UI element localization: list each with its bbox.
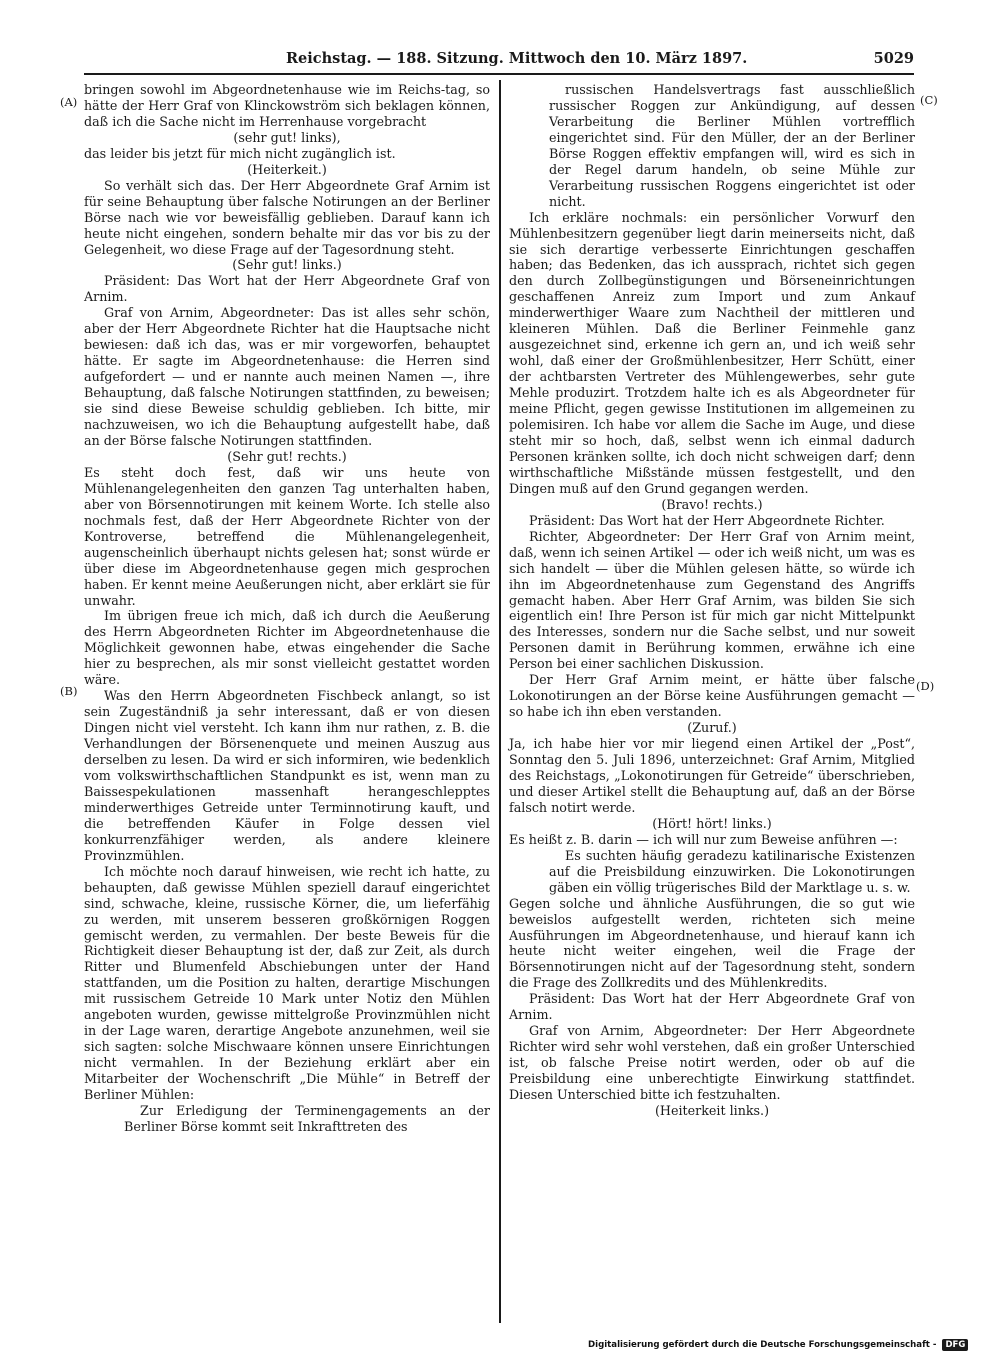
paragraph: das leider bis jetzt für mich nicht zugänglich ist. — [84, 145, 396, 161]
header-rule — [84, 73, 914, 75]
left-column — [84, 82, 490, 1135]
paragraph: Was den Herrn Abgeordneten Fischbeck anlangt, so ist sein Zugeständniß ja sehr interessant, daß er von diesen Dingen nicht viel versteht. Ich kann ihm nur rathen, z. B. die Verhandlungen der Börsenenquete und meinen Auszug aus derselben zu lesen. Da wird er sich informiren, wie bedenklich vom volkswirthschaftlichen Standpunkt es ist, wenn man zu Baissespekulationen massenhaft herangeschlepptes minderwerthiges Getreide unter Terminnotirung kauft, und die betreffenden Käufer in Folge dessen viel konkurrenzfähiger werden, als andere kleinere Provinzmühlen. — [84, 688, 490, 863]
paragraph: Der Herr Graf Arnim meint, er hätte über falsche Lokonotirungen an der Börse keine Ausführungen gemacht — so habe ich ihn eben verstanden. — [509, 672, 915, 720]
speaker-paragraph: Graf von Arnim, Abgeordneter: Der Herr Abgeordnete Richter wird sehr wohl verstehen, daß ein großer Unterschied ist, ob falsche Preise notirt werden, oder ob auf die Preisbildung eine unberechtigte Einwirkung stattfindet. Diesen Unterschied bitte ich festzuhalten. — [509, 1023, 915, 1103]
paragraph: bringen sowohl im Abgeordnetenhause wie im Reichs-tag, so hätte der Herr Graf von Klinckowström sich beklagen können, daß ich die Sache nicht im Herrenhause vorgebracht — [84, 82, 490, 129]
page-header — [84, 48, 914, 72]
page-number: 5029 — [873, 50, 914, 67]
interjection: (Heiterkeit links.) — [654, 1103, 770, 1118]
interjection: (sehr gut! links), — [233, 129, 341, 145]
block-quote: Zur Erledigung der Terminengagements an der Berliner Börse kommt seit Inkrafttreten des — [124, 1103, 490, 1134]
margin-marker-a: (A) — [60, 95, 78, 109]
interjection: (Sehr gut! links.) — [232, 257, 342, 273]
speaker-paragraph: Präsident: Das Wort hat der Herr Abgeordnete Graf von Arnim. — [509, 991, 915, 1023]
paragraph: Gegen solche und ähnliche Ausführungen, die so gut wie beweislos aufgestellt werden, richteten sich meine Ausführungen im Abgeordnetenhause, und hierauf kann ich heute nicht weiter eingehen, weil die Frage der Börsennotirungen nicht auf der Tagesordnung steht, sondern die Frage des Zollkredits und des Mühlenkredits. — [509, 895, 915, 991]
paragraph: Es heißt z. B. darin — ich will nur zum Beweise anführen —: — [509, 831, 898, 847]
column-separator — [499, 80, 501, 1323]
running-title: Reichstag. — 188. Sitzung. Mittwoch den 10. März 1897. — [286, 50, 748, 67]
paragraph: So verhält sich das. Der Herr Abgeordnete Graf Arnim ist für seine Behauptung über falsche Notirungen an der Berliner Börse nach wie vor beweisfällig geblieben. Darauf kann ich heute nicht eingehen, sondern behalte mir das vor bis zu der Gelegenheit, wo diese Frage auf der Tagesordnung steht. — [84, 177, 490, 257]
paragraph: Ich möchte noch darauf hinweisen, wie recht ich hatte, zu behaupten, daß gewisse Mühlen speziell darauf eingerichtet sind, schwache, kleine, russische Körner, die, um lieferfähig zu werden, mit unserem besseren großkörnigen Roggen gemischt werden, zu vermahlen. Der beste Beweis für die Richtigkeit dieser Behauptung ist der, daß zur Zeit, als durch Ritter und Blumenfeld Abschiebungen unter der Hand stattfanden, um die Position zu halten, derartige Mischungen mit russischem Getreide 10 Mark unter Notiz den Mühlen angeboten wurden, gewisse mittelgroße Provinzmühlen nicht in der Lage waren, derartige Angebote anzunehmen, weil sie sich sagten: solche Mischwaare können unsere Einrichtungen nicht vermahlen. In der Beziehung erklärt aber ein Mitarbeiter der Wochenschrift „Die Mühle“ in Betreff der Berliner Mühlen: — [84, 863, 490, 1103]
paragraph: Ich erkläre nochmals: ein persönlicher Vorwurf den Mühlenbesitzern gegenüber liegt darin meinerseits nicht, daß sie sich derartige verbesserte Einrichtungen geschaffen haben; das Bedenken, das ich aussprach, richtet sich gegen den durch Zollbegünstigungen und Börseneinrichtungen geschaffenen Anreiz zum Import und zum Ankauf minderwerthiger Waare zum Nachtheil der mittleren und kleineren Mühlen. Daß die Berliner Feinmehle ganz ausgezeichnet sind, erkenne ich gern an, und ich weiß sehr wohl, daß einer der Großmühlenbesitzer, Herr Schütt, einer der achtbarsten Vertreter des Mühlengewerbes, sehr gute Mehle produzirt. Trotzdem halte ich es als Abgeordneter für meine Pflicht, gegen gewisse Institutionen im allgemeinen zu polemisiren. Ich habe vor allem die Sache im Auge, und diese steht mir so hoch, daß, selbst wenn ich einmal dadurch Personen kränken sollte, ich doch nicht schweigen darf; denn wirthschaftliche Mißstände müssen festgestellt, und den Dingen muß auf den Grund gegangen werden. — [509, 209, 915, 496]
block-quote: Es suchten häufig geradezu katilinarische Existenzen auf die Preisbildung einzuwirken. Die Lokonotirungen gäben ein völlig trügerisches Bild der Marktlage u. s. w. — [549, 847, 915, 895]
paragraph: Im übrigen freue ich mich, daß ich durch die Aeußerung des Herrn Abgeordneten Richter im Abgeordnetenhause die Möglichkeit gewonnen habe, etwas eingehender die Sache hier zu besprechen, als mir sonst vielleicht gestattet worden wäre. — [84, 608, 490, 688]
speaker-paragraph: Präsident: Das Wort hat der Herr Abgeordnete Graf von Arnim. — [84, 273, 490, 305]
margin-marker-d: (D) — [916, 679, 935, 693]
interjection: (Hört! hört! links.) — [652, 815, 772, 831]
footer-text: Digitalisierung gefördert durch die Deutsche Forschungsgemeinschaft - — [588, 1340, 937, 1350]
speaker-paragraph: Präsident: Das Wort hat der Herr Abgeordnete Richter. — [529, 512, 885, 528]
margin-marker-c: (C) — [920, 93, 938, 107]
interjection: (Zuruf.) — [687, 720, 737, 736]
dfg-logo: DFG — [942, 1339, 968, 1351]
speaker-paragraph: Richter, Abgeordneter: Der Herr Graf von Arnim meint, daß, wenn ich seinen Artikel — oder ich weiß nicht, um was es sich handelt — über die Mühlen gelesen hätte, so würde ich ihn im Abgeordnetenhause zum Gegenstand des Angriffs gemacht haben. Aber Herr Graf Arnim, was bilden Sie sich eigentlich ein! Ihre Person ist für mich gar nicht Mittelpunkt des Interesses, sondern nur die Sache selbst, und nur soweit Personen damit in Berührung kommen, erwähne ich eine Person bei einer sachlichen Diskussion. — [509, 528, 915, 672]
block-quote: russischen Handelsvertrags fast ausschließlich russischer Roggen zur Ankündigung, auf dessen Verarbeitung die Berliner Mühlen vortrefflich eingerichtet sind. Für den Müller, der an der Berliner Börse Roggen effektiv empfangen will, wird es sich in der Regel darum handeln, ob seine Mühle zur Verarbeitung russischen Roggens eingerichtet ist oder nicht. — [549, 82, 915, 209]
speaker-paragraph: Graf von Arnim, Abgeordneter: Das ist alles sehr schön, aber der Herr Abgeordnete Richter hat die Hauptsache nicht bewiesen: daß ich das, was er mir vorgeworfen, behauptet hätte. Er sagte im Abgeordnetenhause: die Herren sind aufgefordert — und er nannte auch meinen Namen —, ihre Behauptung, daß falsche Notirungen stattfinden, zu beweisen; sie sind diese Beweise schuldig geblieben. Ich bitte, mir nachzuweisen, wo ich die Behauptung aufgestellt habe, daß an der Börse falsche Notirungen stattfinden. — [84, 305, 490, 448]
margin-marker-b: (B) — [60, 684, 78, 698]
paragraph: Ja, ich habe hier vor mir liegend einen Artikel der „Post“, Sonntag den 5. Juli 1896, unterzeichnet: Graf Arnim, Mitglied des Reichstags, „Lokonotirungen für Getreide“ überschrieben, und dieser Artikel stellt die Behauptung auf, daß an der Börse falsch notirt werde. — [509, 736, 915, 815]
interjection: (Sehr gut! rechts.) — [227, 448, 347, 464]
right-column — [509, 82, 915, 1119]
interjection: (Heiterkeit.) — [247, 161, 327, 177]
paragraph: Es steht doch fest, daß wir uns heute von Mühlenangelegenheiten den ganzen Tag unterhalten haben, aber von Börsennotirungen mit keinem Worte. Ich stelle also nochmals fest, daß der Herr Abgeordnete Richter von der Kontroverse, betreffend die Mühlenangelegenheit, augenscheinlich überhaupt nichts gelesen hat; sonst würde er über diese im Abgeordnetenhause gegen mich gesprochen haben. Er kennt meine Aeußerungen nicht, aber erklärt sie für unwahr. — [84, 464, 490, 608]
interjection: (Bravo! rechts.) — [661, 496, 763, 512]
digitization-footer — [588, 1339, 968, 1353]
